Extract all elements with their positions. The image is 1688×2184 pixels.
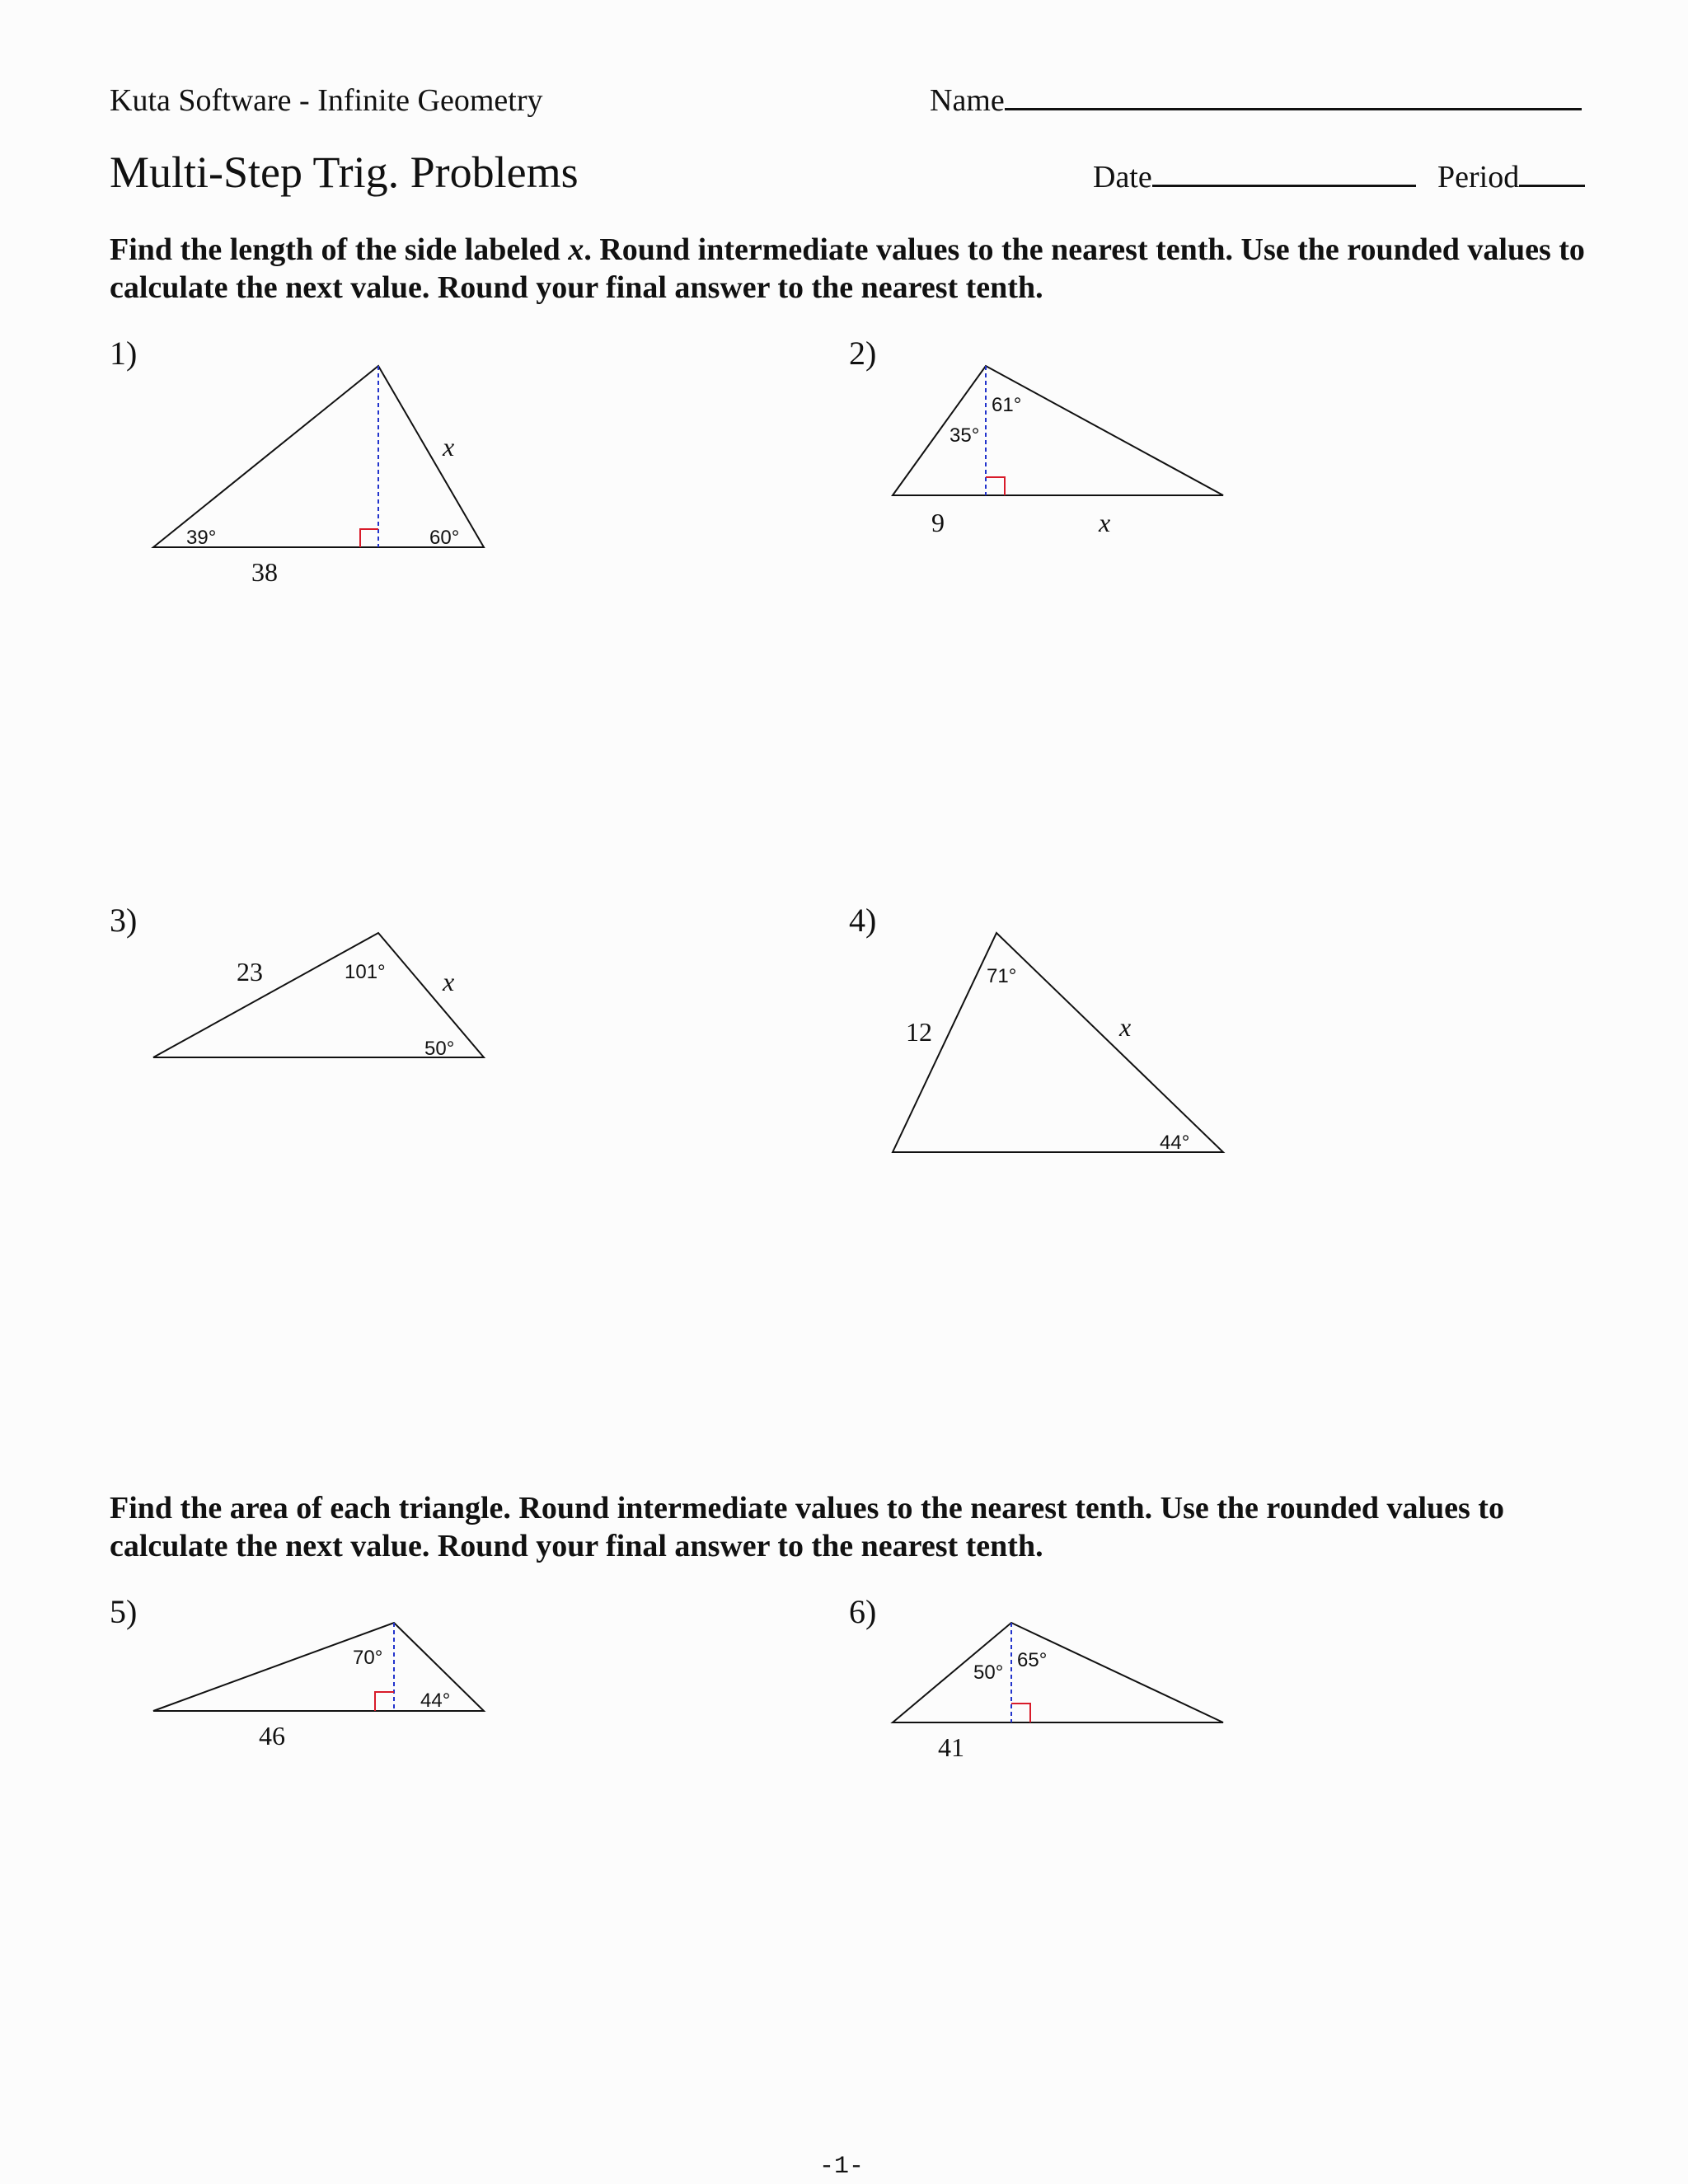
angle-label: 44°: [1160, 1132, 1190, 1154]
period-label: Period: [1437, 160, 1520, 194]
angle-label: 65°: [1017, 1649, 1048, 1671]
publisher-label: Kuta Software - Infinite Geometry: [110, 83, 543, 118]
angle-label: 71°: [987, 965, 1017, 987]
side-label: x: [443, 967, 455, 996]
date-label: Date: [1093, 160, 1152, 194]
angle-label: 70°: [353, 1647, 383, 1669]
angle-label: 35°: [950, 424, 980, 447]
worksheet-title: Multi-Step Trig. Problems: [110, 148, 579, 197]
problem-number: 6): [849, 1593, 877, 1630]
name-label: Name: [930, 83, 1005, 118]
side-label: 9: [931, 508, 945, 537]
side-label: 46: [259, 1721, 285, 1750]
instr1-tail: . Round intermediate values to the nearest tenth. Use the rounded values to calculate the next value. Round your final answer to the nearest tenth.: [110, 232, 1585, 305]
page-number: -1-: [819, 2153, 865, 2181]
angle-label: 50°: [973, 1661, 1004, 1684]
instr1-variable: x: [568, 232, 584, 267]
right-angle-mark: [1011, 1704, 1030, 1722]
angle-label: 60°: [429, 527, 460, 549]
side-label: x: [1099, 508, 1111, 537]
side-label: x: [443, 432, 455, 462]
angle-label: 61°: [992, 394, 1022, 416]
angle-label: 44°: [420, 1690, 451, 1712]
instr1-lead: Find the length of the side labeled: [110, 232, 560, 267]
problem-number: 1): [110, 335, 138, 372]
angle-label: 39°: [186, 527, 217, 549]
side-label: x: [1119, 1012, 1132, 1042]
problem-number: 2): [849, 335, 877, 372]
problem-number: 5): [110, 1593, 138, 1630]
problem-number: 3): [110, 902, 138, 939]
section2-instructions: Find the area of each triangle. Round intermediate values to the nearest tenth. Use the rounded values to calculate the next value. Round your final answer to the nearest tenth.: [110, 1491, 1504, 1563]
problem-number: 4): [849, 902, 877, 939]
side-label: 23: [237, 957, 263, 987]
side-label: 38: [251, 557, 278, 587]
side-label: 41: [938, 1732, 964, 1762]
side-label: 12: [906, 1017, 932, 1047]
angle-label: 101°: [345, 961, 386, 983]
angle-label: 50°: [424, 1038, 455, 1060]
triangle: [893, 1623, 1223, 1722]
